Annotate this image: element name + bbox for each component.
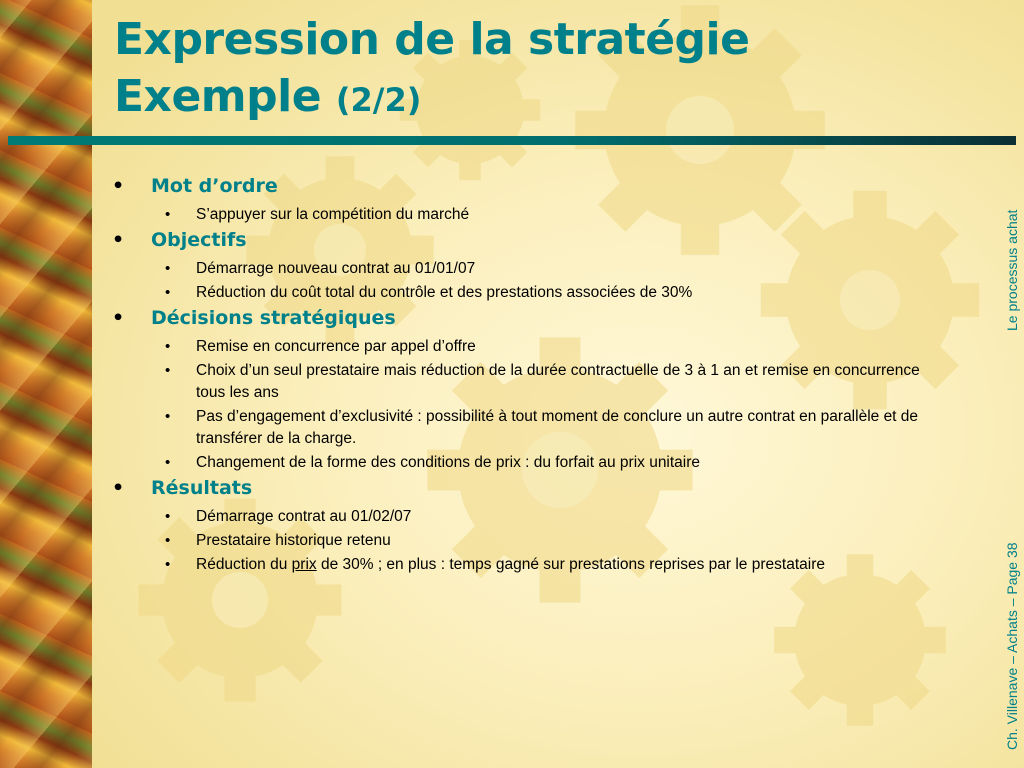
list-item bbox=[108, 360, 931, 404]
vertical-footer-label: Ch. Villenave – Achats – Page 38 bbox=[1004, 542, 1020, 750]
slide-subtitle bbox=[114, 73, 421, 124]
list-item-text-after: de 30% ; en plus : temps gagné sur prestations reprises par le prestataire bbox=[316, 556, 825, 573]
bullet: • bbox=[112, 307, 125, 329]
decorative-left-strip bbox=[0, 0, 92, 768]
bullet: • bbox=[165, 260, 171, 277]
underlined-word: prix bbox=[291, 556, 317, 573]
section-heading-text: Objectifs bbox=[151, 229, 247, 251]
section-heading-text: Mot d’ordre bbox=[151, 175, 278, 197]
subtitle-part-indicator: (2/2) bbox=[335, 81, 422, 119]
list-item bbox=[108, 554, 931, 576]
bullet: • bbox=[165, 508, 171, 525]
title-divider bbox=[8, 136, 1016, 145]
list-item bbox=[108, 204, 931, 226]
list-item-text: Choix d’un seul prestataire mais réduction de la durée contractuelle de 3 à 1 an et remise en concurrence tous les ans bbox=[196, 362, 920, 401]
bullet: • bbox=[165, 454, 171, 471]
bullet: • bbox=[165, 556, 171, 573]
list-item-text: Pas d’engagement d’exclusivité : possibilité à tout moment de conclure un autre contrat en parallèle et de transférer de la charge. bbox=[196, 408, 919, 447]
list-item-text: Prestataire historique retenu bbox=[196, 532, 391, 549]
list-item bbox=[108, 258, 931, 280]
subtitle-text: Exemple bbox=[114, 71, 322, 122]
list-item-text: Démarrage contrat au 01/02/07 bbox=[196, 508, 412, 525]
bullet: • bbox=[165, 408, 171, 425]
section-heading bbox=[108, 228, 968, 252]
list-item-text: Changement de la forme des conditions de prix : du forfait au prix unitaire bbox=[196, 454, 701, 471]
slide-title: Expression de la stratégie bbox=[114, 14, 750, 65]
list-item bbox=[108, 406, 931, 450]
list-item-text: S’appuyer sur la compétition du marché bbox=[196, 206, 470, 223]
list-item bbox=[108, 336, 931, 358]
list-item-text: Réduction du coût total du contrôle et des prestations associées de 30% bbox=[196, 284, 693, 301]
section-heading-text: Décisions stratégiques bbox=[151, 307, 396, 329]
bullet: • bbox=[165, 206, 171, 223]
section-heading bbox=[108, 476, 968, 500]
list-item-text-before: Réduction du bbox=[196, 556, 292, 573]
list-item bbox=[108, 282, 931, 304]
bullet: • bbox=[165, 532, 171, 549]
list-item bbox=[108, 530, 931, 552]
bullet: • bbox=[165, 284, 171, 301]
list-item bbox=[108, 506, 931, 528]
bullet: • bbox=[112, 229, 125, 251]
bullet: • bbox=[112, 175, 125, 197]
bullet: • bbox=[112, 477, 125, 499]
section-heading-text: Résultats bbox=[151, 477, 253, 499]
list-item-text: Démarrage nouveau contrat au 01/01/07 bbox=[196, 260, 476, 277]
bullet: • bbox=[165, 362, 171, 379]
list-item-text: Remise en concurrence par appel d’offre bbox=[196, 338, 476, 355]
bullet: • bbox=[165, 338, 171, 355]
list-item bbox=[108, 452, 931, 474]
section-heading bbox=[108, 306, 968, 330]
slide-body bbox=[108, 174, 968, 578]
section-heading bbox=[108, 174, 968, 198]
vertical-section-label: Le processus achat bbox=[1004, 209, 1020, 331]
